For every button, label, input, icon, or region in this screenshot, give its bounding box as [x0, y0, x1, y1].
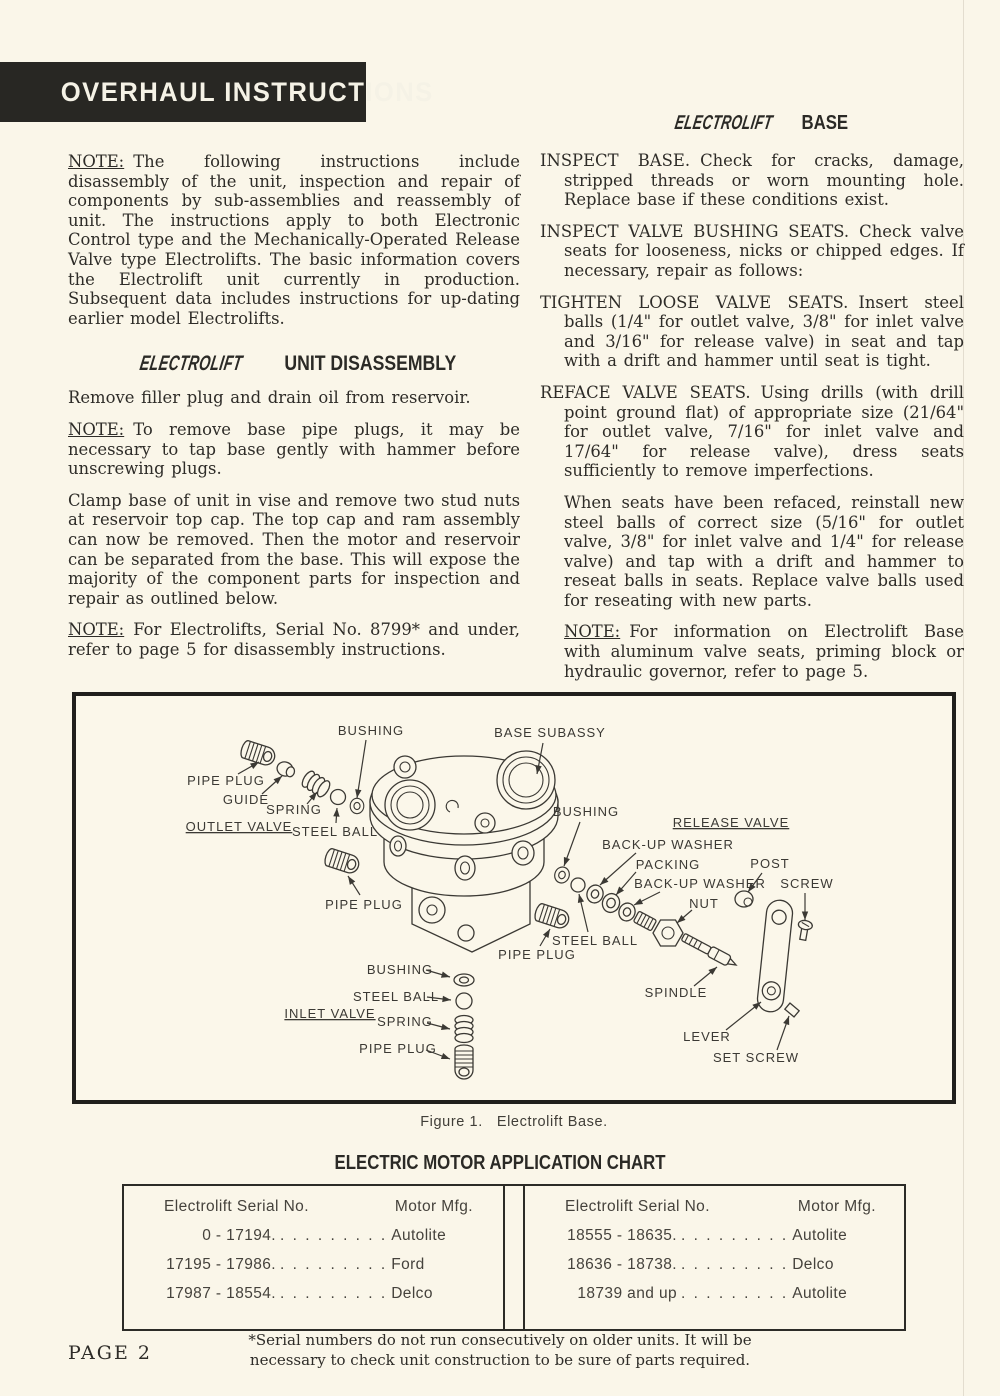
figure-caption-text: Electrolift Base.	[496, 1114, 608, 1130]
paragraph-text: Using drills (with drill point ground flat) of appropriate size (21/64" for outlet valve, 7/16" for inlet valve and 17/64" for release valve), dress seats sufficiently to remove imperfections.	[564, 382, 964, 481]
table-row	[525, 1285, 906, 1303]
label-bushing: BUSHING	[366, 962, 434, 977]
chart-header	[124, 1196, 503, 1216]
note-label: NOTE:	[564, 622, 621, 642]
paragraph-text: Check for cracks, damage, stripped threads or worn mounting hole. Replace base if these conditions exist.	[564, 151, 965, 210]
label-bushing: BUSHING	[337, 723, 405, 738]
electrolift-logo: ELECTROLIFT	[672, 112, 775, 134]
motor-mfg: Autolite	[792, 1227, 848, 1244]
arrowhead	[441, 972, 451, 981]
label-steel-ball: STEEL BALL	[352, 989, 440, 1004]
serial-range: 18555 - 18635.	[567, 1227, 677, 1244]
right-column	[540, 112, 964, 693]
label-pipe-plug: PIPE PLUG	[187, 773, 265, 788]
chart-header	[525, 1196, 906, 1216]
column-header-serial: Electrolift Serial No.	[164, 1198, 309, 1215]
arrowhead	[576, 893, 584, 903]
screw-part	[796, 919, 813, 941]
chart-panel-right	[525, 1196, 906, 1303]
paragraph-reface-valve-seats	[540, 383, 964, 481]
label-back-up-washer: BACK-UP WASHER	[634, 876, 766, 891]
label-bushing: BUSHING	[552, 804, 620, 819]
leader-dots: . . . . . . . . .	[280, 1227, 388, 1244]
paragraph-remove-filler-plug: Remove filler plug and drain oil from reservoir.	[68, 388, 471, 408]
column-header-mfg: Motor Mfg.	[797, 1198, 876, 1215]
bushing-part	[552, 865, 571, 885]
paragraph-head: REFACE VALVE SEATS.	[540, 382, 751, 402]
note-label: NOTE:	[68, 419, 125, 439]
table-row	[124, 1285, 503, 1303]
label-pipe-plug: PIPE PLUG	[359, 1041, 437, 1056]
label-packing: PACKING	[635, 857, 701, 872]
note-paragraph-base	[540, 622, 964, 681]
steel-ball-part	[456, 993, 472, 1009]
left-column	[68, 152, 520, 671]
pipe-plug-part	[455, 1045, 473, 1079]
arrowhead	[561, 857, 570, 867]
label-post: POST	[750, 856, 790, 871]
label-nut: NUT	[689, 896, 719, 911]
arrowhead	[802, 912, 808, 921]
motor-application-chart	[122, 1184, 906, 1331]
paragraph-head: TIGHTEN LOOSE VALVE SEATS.	[540, 292, 849, 312]
page-title-bar	[0, 62, 434, 122]
bushing-part	[454, 974, 474, 986]
chart-divider	[503, 1186, 505, 1329]
lever-part	[756, 899, 794, 1013]
bushing-part	[350, 798, 364, 813]
arrowhead	[333, 808, 340, 817]
note-paragraph-2	[68, 420, 520, 479]
serial-range: 0 - 17194.	[202, 1227, 276, 1244]
post-part	[735, 891, 753, 907]
label-pipe-plug: PIPE PLUG	[498, 947, 576, 962]
motor-mfg: Ford	[391, 1256, 425, 1273]
leader-dots: . . . . . . . . .	[681, 1256, 789, 1273]
paragraph-text: Insert steel balls (1/4" for outlet valve, 3/8" for inlet valve and 3/16" for release valve) in seat and tap with a drift and hammer until seat is tight.	[564, 292, 964, 371]
chart-title: ELECTRIC MOTOR APPLICATION CHART	[334, 1152, 666, 1174]
figure-1-box	[72, 692, 956, 1104]
note-label: NOTE:	[68, 152, 125, 171]
table-row	[124, 1256, 503, 1274]
guide-part	[275, 760, 296, 779]
chart-panel-left	[124, 1196, 503, 1303]
label-spindle: SPINDLE	[644, 985, 708, 1000]
spindle-part	[680, 932, 738, 970]
pipe-plug-part	[533, 903, 571, 931]
page-number: PAGE 2	[68, 1342, 152, 1364]
table-row	[525, 1256, 906, 1274]
leader-dots: . . . . . . . . .	[280, 1256, 388, 1273]
electrolift-logo: ELECTROLIFT	[137, 352, 244, 376]
arrowhead	[441, 1024, 451, 1032]
leader-dots: . . . . . . . . .	[681, 1227, 789, 1244]
section-heading-text: UNIT DISASSEMBLY	[284, 352, 456, 376]
column-header-serial: Electrolift Serial No.	[565, 1198, 710, 1215]
note-label: NOTE:	[68, 620, 125, 640]
motor-mfg: Autolite	[792, 1285, 848, 1302]
section-heading-unit-disassembly	[68, 352, 520, 376]
paragraph-head: INSPECT BASE.	[540, 151, 691, 170]
serial-range: 18739 and up	[577, 1285, 677, 1302]
label-steel-ball: STEEL BALL	[551, 933, 639, 948]
note-text: For Electrolifts, Serial No. 8799* and under, refer to page 5 for disassembly instructions.	[68, 620, 520, 659]
figure-caption	[72, 1114, 956, 1130]
nut-part	[653, 920, 683, 946]
page-title: OVERHAUL INSTRUCTIONS	[60, 77, 434, 107]
valve-seat-fitting-part	[633, 911, 656, 931]
label-pipe-plug: PIPE PLUG	[325, 897, 403, 912]
note-paragraph-3	[68, 620, 520, 659]
section-heading-electrolift-base	[540, 112, 964, 135]
paragraph-inspect-valve-bushing-seats	[540, 222, 964, 281]
label-guide: GUIDE	[222, 792, 270, 807]
label-lever: LEVER	[683, 1029, 731, 1044]
base-subassembly-drawing	[370, 751, 558, 952]
paragraph-when-seats-refaced: When seats have been refaced, reinstall new steel balls of correct size (5/16" for outlet valve, 3/8" for inlet valve and 1/4" for release valve) and tap with a drift and hammer to reseat balls in seats. Replace valve balls used for reseating with new parts.	[564, 492, 964, 610]
footnote-line-1: *Serial numbers do not run consecutively on older units. It will be	[248, 1331, 752, 1349]
label-release-valve: RELEASE VALVE	[672, 815, 790, 830]
note-text: To remove base pipe plugs, it may be necessary to tap base gently with hammer before unscrewing plugs.	[68, 419, 520, 479]
label-outlet-valve: OUTLET VALVE	[185, 819, 293, 834]
serial-range: 18636 - 18738.	[567, 1256, 677, 1273]
serial-range: 17987 - 18554.	[166, 1285, 276, 1302]
motor-mfg: Delco	[391, 1285, 433, 1302]
figure-caption-number: Figure 1.	[420, 1114, 483, 1130]
label-set-screw: SET SCREW	[712, 1050, 800, 1065]
label-spring: SPRING	[377, 1014, 433, 1029]
label-back-up-washer: BACK-UP WASHER	[602, 837, 734, 852]
spring-part	[455, 1016, 473, 1043]
table-row	[525, 1227, 906, 1245]
leader-dots: . . . . . . . . .	[280, 1285, 388, 1302]
set-screw-part	[785, 1003, 799, 1017]
note-text: For information on Electrolift Base with aluminum valve seats, priming block or hydraulic governor, refer to page 5.	[564, 622, 964, 681]
table-row	[124, 1227, 503, 1245]
leader-dots: . . . . . . . . .	[681, 1285, 789, 1302]
label-steel-ball: STEEL BALL	[291, 824, 379, 839]
label-inlet-valve: INLET VALVE	[284, 1006, 376, 1021]
arrowhead	[783, 1015, 792, 1025]
paragraph-text: Check valve seats for looseness, nicks or chipped edges. If necessary, repair as follows:	[564, 221, 965, 280]
inlet-valve-parts	[454, 974, 474, 1079]
note-text: The following instructions include disassembly of the unit, inspection and repair of components by sub-assemblies and reassembly of unit. The instructions apply to both Electronic Control type and the Mechanically-Operated Release Valve type Electrolifts. The basic information covers the Electrolift unit currently in production. Subsequent data includes instructions for up-dating earlier model Electrolifts.	[68, 152, 520, 328]
motor-mfg: Delco	[792, 1256, 834, 1273]
label-screw: SCREW	[780, 876, 834, 891]
footnote-line-2: necessary to check unit construction to be sure of parts required.	[249, 1351, 751, 1369]
paragraph-head: INSPECT VALVE BUSHING SEATS.	[540, 221, 850, 241]
steel-ball-part	[331, 790, 346, 805]
paragraph-inspect-base	[540, 151, 964, 210]
paragraph-clamp-base: Clamp base of unit in vise and remove two stud nuts at reservoir top cap. The top cap and ram assembly can now be removed. Then the motor and reservoir can be separated from the base. This will expose the majority of the component parts for inspection and repair as outlined below.	[68, 490, 520, 608]
figure-diagram	[76, 696, 952, 1100]
pipe-plug-part	[323, 848, 361, 876]
steel-ball-part	[571, 878, 585, 892]
motor-mfg: Autolite	[391, 1227, 447, 1244]
column-header-mfg: Motor Mfg.	[394, 1198, 473, 1215]
paragraph-tighten-loose-valve-seats	[540, 293, 964, 371]
label-base-subassy: BASE SUBASSY	[494, 725, 606, 740]
serial-range: 17195 - 17986.	[166, 1256, 276, 1273]
section-heading-text: BASE	[801, 112, 848, 134]
note-paragraph-1	[68, 152, 520, 328]
arrowhead	[441, 1053, 451, 1062]
arrowhead	[345, 874, 355, 885]
label-spring: SPRING	[266, 802, 322, 817]
